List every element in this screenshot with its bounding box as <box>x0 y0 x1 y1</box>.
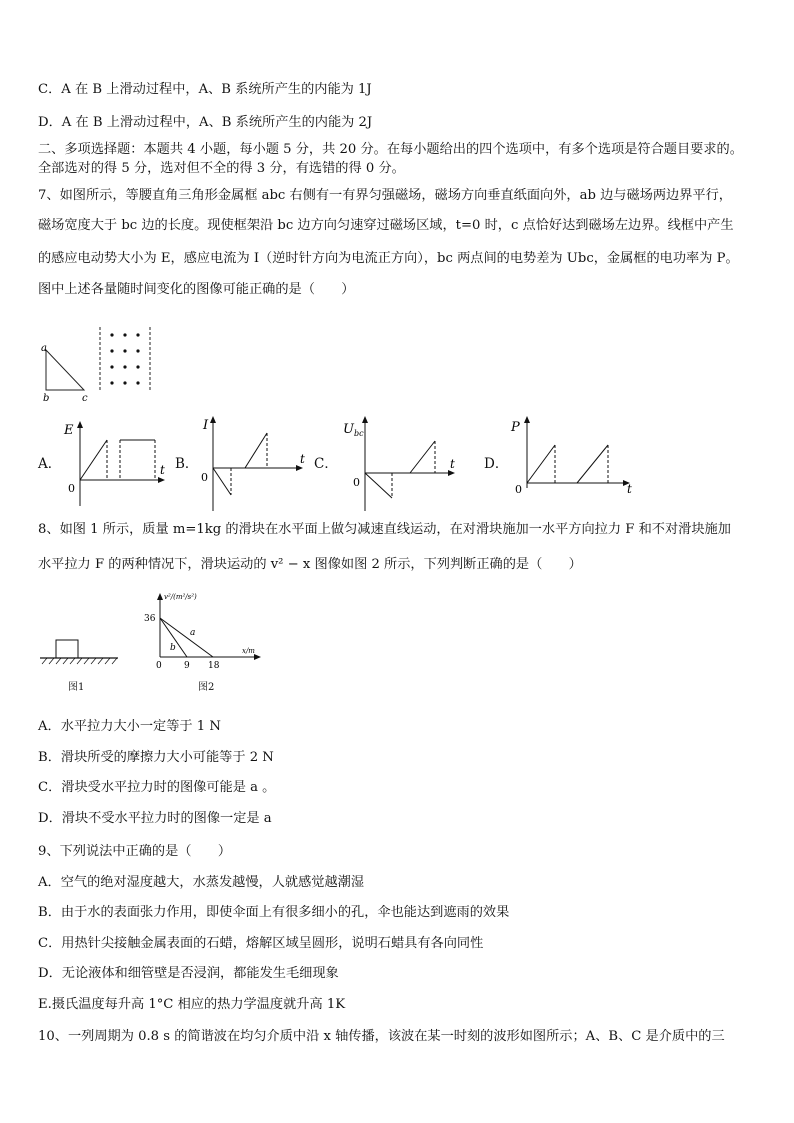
q9-option-a: A．空气的绝对湿度越大，水蒸发越慢，人就感觉越潮湿 <box>38 875 365 890</box>
q7-graph-b <box>195 413 315 513</box>
x-label-t: t <box>627 482 632 496</box>
x-label-t: t <box>300 452 305 466</box>
option-c-q6: C．A 在 B 上滑动过程中，A、B 系统所产生的内能为 1J <box>38 82 372 97</box>
tick-18: 18 <box>208 661 220 671</box>
q9-stem: 9、下列说法中正确的是（ ） <box>38 844 232 859</box>
q8-option-c: C．滑块受水平拉力时的图像可能是 a 。 <box>38 780 276 795</box>
y-label-p: P <box>511 420 520 435</box>
x-axis-label: x/m <box>242 647 255 655</box>
q10-stem: 10、一列周期为 0.8 s 的简谐波在均匀介质中沿 x 轴传播，该波在某一时刻的波形如图所示；A、B、C 是介质中的三 <box>38 1029 725 1044</box>
q7-graph-d <box>505 413 645 513</box>
label-a: a <box>41 343 47 354</box>
label-c: c <box>82 393 88 404</box>
x-label-t: t <box>160 463 165 477</box>
origin-zero: 0 <box>515 483 522 496</box>
q8-figure2-graph <box>140 590 270 675</box>
q7-option-d-label: D． <box>484 456 509 472</box>
section-heading-cont: 全部选对的得 5 分，选对但不全的得 3 分，有选错的得 0 分。 <box>38 161 405 176</box>
figure1-caption: 图1 <box>68 682 85 693</box>
q9-option-e: E.摄氏温度每升高 1°C 相应的热力学温度就升高 1K <box>38 997 346 1012</box>
q8-option-d: D．滑块不受水平拉力时的图像一定是 a <box>38 811 272 826</box>
q9-option-d: D．无论液体和细管壁是否浸润，都能发生毛细现象 <box>38 966 339 981</box>
x-label-t: t <box>450 457 455 471</box>
y-label-e: E <box>64 423 74 438</box>
y-label-u: $U_{bc}$ <box>343 422 364 438</box>
line-label-a: a <box>190 628 196 638</box>
q7-option-a-label: A． <box>38 456 62 472</box>
q8-line1: 8、如图 1 所示，质量 m=1kg 的滑块在水平面上做匀减速直线运动，在对滑块施加一水平方向拉力 F 和不对滑块施加 <box>38 522 731 537</box>
tick-9: 9 <box>184 661 190 671</box>
q8-line2: 水平拉力 F 的两种情况下，滑块运动的 v² − x 图像如图 2 所示，下列判断正确的是（ ） <box>38 557 582 572</box>
q9-option-b: B．由于水的表面张力作用，即使伞面上有很多细小的孔，伞也能达到遮雨的效果 <box>38 905 510 920</box>
q8-option-b: B．滑块所受的摩擦力大小可能等于 2 N <box>38 750 274 765</box>
q8-option-a: A．水平拉力大小一定等于 1 N <box>38 719 221 734</box>
line-label-b: b <box>170 643 176 653</box>
q7-option-c-label: C． <box>314 456 338 472</box>
q9-option-c: C．用热针尖接触金属表面的石蜡，熔解区域呈圆形，说明石蜡具有各向同性 <box>38 936 484 951</box>
q7-option-b-label: B． <box>175 456 199 472</box>
q7-graph-a <box>60 418 170 513</box>
y-axis-label: v²/(m²/s²) <box>164 593 197 601</box>
figure2-caption: 图2 <box>198 682 215 693</box>
tick-0: 0 <box>156 661 162 671</box>
tick-36: 36 <box>144 614 156 624</box>
origin-zero: 0 <box>201 471 208 484</box>
q8-figure1-block <box>40 635 120 665</box>
y-label-i: I <box>203 418 209 433</box>
q7-line1: 7、如图所示，等腰直角三角形金属框 abc 右侧有一有界匀强磁场，磁场方向垂直纸面向外，ab 边与磁场两边界平行， <box>38 188 732 203</box>
q7-line4: 图中上述各量随时间变化的图像可能正确的是（ ） <box>38 282 355 297</box>
q7-triangle-figure <box>38 325 168 405</box>
option-d-q6: D．A 在 B 上滑动过程中，A、B 系统所产生的内能为 2J <box>38 115 373 130</box>
label-b: b <box>43 393 50 404</box>
q7-line3: 的感应电动势大小为 E，感应电流为 I（逆时针方向为电流正方向），bc 两点间的电势差为 Ubc，金属框的电功率为 P。 <box>38 251 739 266</box>
q7-graph-c <box>340 413 465 513</box>
section-heading: 二、多项选择题：本题共 4 小题，每小题 5 分，共 20 分。在每小题给出的四个选项中，有多个选项是符合题目要求的。 <box>38 142 743 157</box>
q7-line2: 磁场宽度大于 bc 边的长度。现使框架沿 bc 边方向匀速穿过磁场区域，t=0 时，c 点恰好达到磁场左边界。线框中产生 <box>38 218 734 233</box>
origin-zero: 0 <box>353 476 360 489</box>
origin-zero: 0 <box>68 482 75 495</box>
